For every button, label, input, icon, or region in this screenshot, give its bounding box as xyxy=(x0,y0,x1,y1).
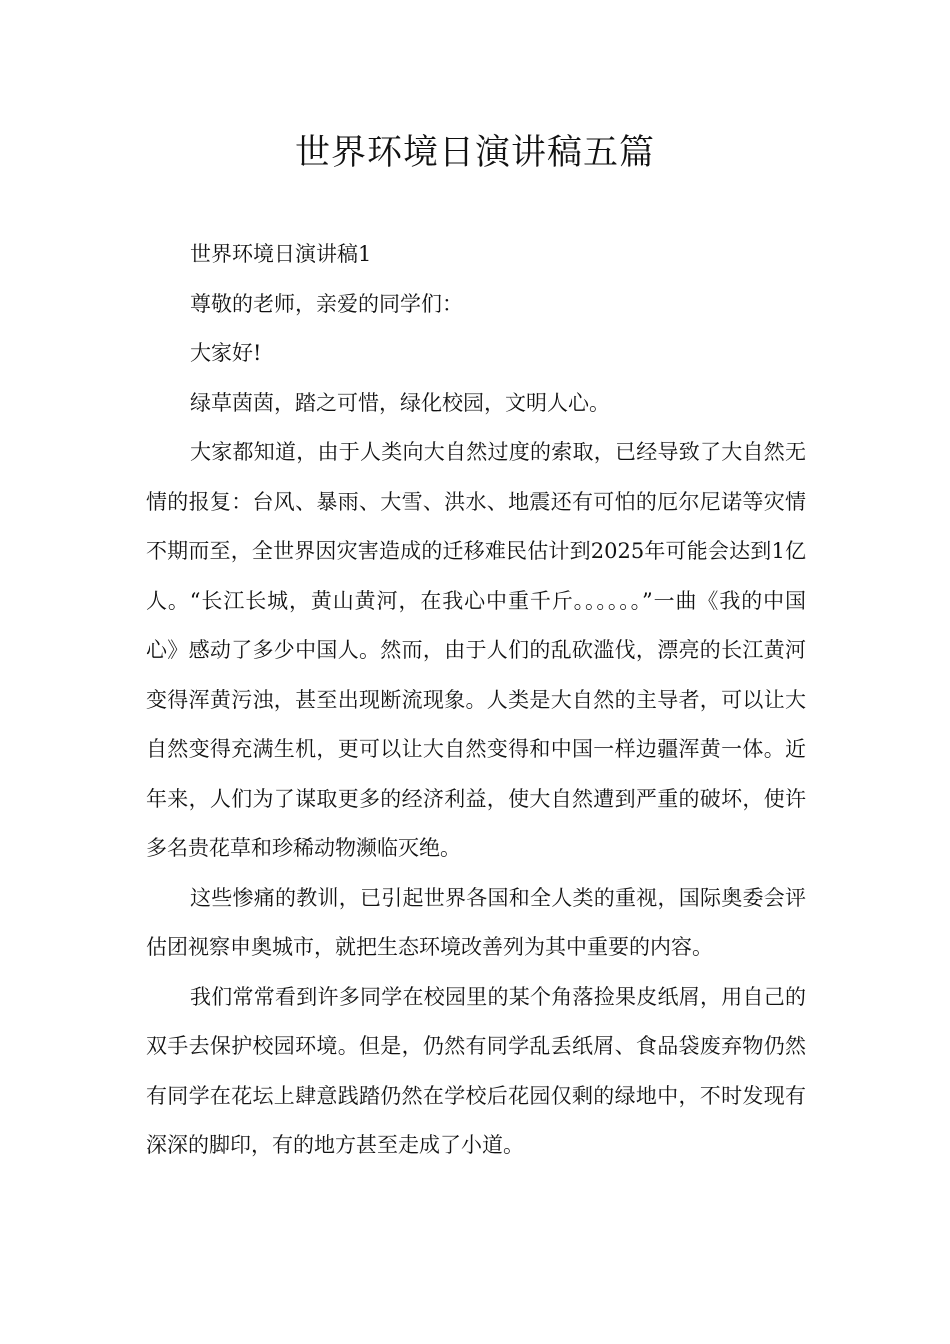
salutation: 尊敬的老师，亲爱的同学们： xyxy=(190,291,463,316)
body-paragraph: 大家都知道，由于人类向大自然过度的索取，已经导致了大自然无情的报复：台风、暴雨、大雪、洪水、地震还有可怕的厄尔尼诺等灾情不期而至，全世界因灾害造成的迁移难民估计到2025年可能会达到1亿人。“长江长城，黄山黄河，在我心中重千斤。。。。。。”一曲《我的中国心》感动了多少中国人。然而，由于人们的乱砍滥伐，漂亮的长江黄河变得浑黄污浊，甚至出现断流现象。人类是大自然的主导者，可以让大自然变得充满生机，更可以让大自然变得和中国一样边疆浑黄一体。近年来，人们为了谋取更多的经济利益，使大自然遭到严重的破坏，使许多名贵花草和珍稀动物濒临灭绝。 xyxy=(146,440,806,860)
body-paragraph: 这些惨痛的教训，已引起世界各国和全人类的重视，国际奥委会评估团视察申奥城市，就把生态环境改善列为其中重要的内容。 xyxy=(146,885,806,959)
body-paragraph: 我们常常看到许多同学在校园里的某个角落捡果皮纸屑，用自己的双手去保护校园环境。但是，仍然有同学乱丢纸屑、食品袋废弃物仍然有同学在花坛上肆意践踏仍然在学校后花园仅剩的绿地中，不时发现有深深的脚印，有的地方甚至走成了小道。 xyxy=(146,984,806,1157)
speech-heading: 世界环境日演讲稿1 xyxy=(190,242,372,266)
slogan-paragraph: 绿草茵茵，踏之可惜，绿化校园，文明人心。 xyxy=(190,390,610,415)
greeting: 大家好! xyxy=(190,341,262,365)
document-title: 世界环境日演讲稿五篇 xyxy=(294,133,655,173)
document-body xyxy=(146,230,806,1171)
